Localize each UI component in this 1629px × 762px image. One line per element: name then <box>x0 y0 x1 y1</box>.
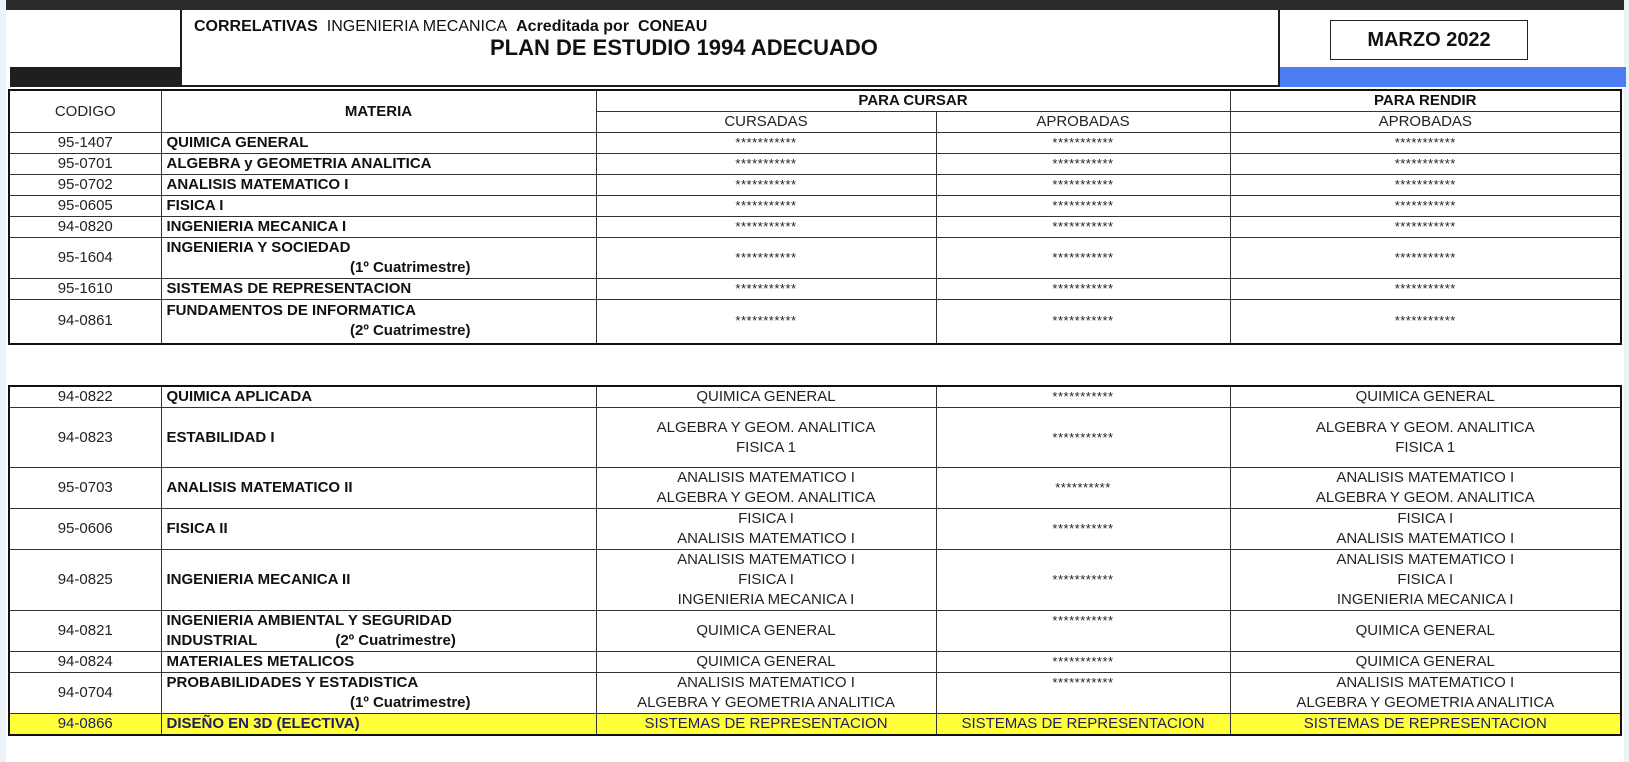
header-black-strip <box>10 67 180 87</box>
prerequisite: ALGEBRA Y GEOM. ANALITICA <box>1315 489 1535 506</box>
rendir-cell: *********** <box>1230 300 1621 344</box>
table-row <box>9 509 1621 550</box>
aprobadas-cell: *********** <box>936 196 1230 217</box>
materia-line2 <box>167 631 591 651</box>
codigo-cell: 95-1407 <box>9 133 161 154</box>
materia-cell <box>161 175 596 196</box>
codigo-cell: 94-0824 <box>9 652 161 673</box>
materia-cell <box>161 468 596 509</box>
materia-cell <box>161 714 596 736</box>
aprobadas-cell: *********** <box>936 175 1230 196</box>
cursadas-cell <box>596 408 936 468</box>
rendir-cell <box>1230 550 1621 611</box>
materia-name: QUIMICA GENERAL <box>166 134 309 151</box>
materia-name: QUIMICA APLICADA <box>166 388 313 405</box>
materia-name: INGENIERIA AMBIENTAL Y SEGURIDAD <box>166 612 452 629</box>
cursadas-cell <box>596 714 936 736</box>
codigo-cell: 95-1604 <box>9 238 161 279</box>
rendir-cell: *********** <box>1230 175 1621 196</box>
rendir-cell <box>1230 509 1621 550</box>
cursadas-cell <box>596 673 936 714</box>
table-row <box>9 154 1621 175</box>
cuatrimestre-note: (1º Cuatrimestre) <box>349 259 471 276</box>
coneau-label: CONEAU <box>637 18 708 35</box>
prerequisite: ANALISIS MATEMATICO I <box>1336 469 1515 486</box>
cursadas-cell: *********** <box>596 133 936 154</box>
rendir-cell: *********** <box>1230 238 1621 279</box>
prerequisite: SISTEMAS DE REPRESENTACION <box>644 715 888 732</box>
materia-name: FISICA I <box>166 197 224 214</box>
rendir-cell <box>1230 673 1621 714</box>
aprobadas-cell: *********** <box>936 154 1230 175</box>
prerequisite: ALGEBRA Y GEOM. ANALITICA <box>656 489 876 506</box>
date-box: MARZO 2022 <box>1330 20 1528 60</box>
materia-name: DISEÑO EN 3D (ELECTIVA) <box>166 715 360 732</box>
table-row <box>9 300 1621 344</box>
materia-name: INGENIERIA MECANICA I <box>166 218 347 235</box>
header-para-rendir: PARA RENDIR <box>1230 90 1621 112</box>
prerequisite: ANALISIS MATEMATICO I <box>677 530 855 547</box>
materia-name: ESTABILIDAD I <box>166 428 275 446</box>
rendir-cell <box>1230 714 1621 736</box>
codigo-cell: 94-0822 <box>9 386 161 408</box>
cuatrimestre-note: (2º Cuatrimestre) <box>335 632 456 649</box>
cursadas-cell <box>596 509 936 550</box>
aprobadas-cell: *********** <box>936 386 1230 408</box>
correlativas-label: CORRELATIVAS <box>194 18 318 35</box>
table-row <box>9 217 1621 238</box>
aprobadas-cell: *********** <box>936 550 1230 611</box>
aprobadas-cell: *********** <box>936 300 1230 344</box>
prerequisite: ANALISIS MATEMATICO I <box>1336 674 1515 691</box>
prerequisite: FISICA I <box>738 571 794 588</box>
first-year-table <box>8 89 1622 345</box>
rendir-cell <box>1230 386 1621 408</box>
materia-cell <box>161 279 596 300</box>
header-aprobadas-rendir: APROBADAS <box>1230 112 1621 133</box>
rendir-cell <box>1230 611 1621 652</box>
materia-cell <box>161 509 596 550</box>
codigo-cell: 94-0823 <box>9 408 161 468</box>
prerequisite: ALGEBRA Y GEOM. ANALITICA <box>656 418 876 436</box>
prerequisite: QUIMICA GENERAL <box>1355 653 1495 670</box>
table-row <box>9 550 1621 611</box>
cuatrimestre-note: (2º Cuatrimestre) <box>349 322 471 340</box>
aprobadas-cell: *********** <box>936 509 1230 550</box>
cursadas-cell <box>596 652 936 673</box>
codigo-cell: 95-1610 <box>9 279 161 300</box>
prerequisite: SISTEMAS DE REPRESENTACION <box>1303 715 1547 732</box>
prerequisite: ALGEBRA Y GEOMETRIA ANALITICA <box>637 694 895 711</box>
materia-name: SISTEMAS DE REPRESENTACION <box>166 280 412 297</box>
aprobadas-cell: *********** <box>936 133 1230 154</box>
aprobadas-cell: *********** <box>936 673 1230 714</box>
rendir-cell <box>1230 408 1621 468</box>
cursadas-cell <box>596 550 936 611</box>
prerequisite: FISICA I <box>738 510 794 527</box>
prerequisite: INGENIERIA MECANICA I <box>677 591 855 608</box>
materia-name: ALGEBRA y GEOMETRIA ANALITICA <box>166 155 432 172</box>
materia-name: ANALISIS MATEMATICO II <box>166 479 353 496</box>
codigo-cell: 95-0606 <box>9 509 161 550</box>
table-row <box>9 673 1621 714</box>
rendir-cell: *********** <box>1230 279 1621 300</box>
prerequisite: ANALISIS MATEMATICO I <box>677 469 855 486</box>
cursadas-cell: *********** <box>596 300 936 344</box>
header-blue-strip <box>1280 67 1626 87</box>
accredited-label: Acreditada por <box>516 18 630 35</box>
table-row <box>9 714 1621 736</box>
prerequisite: QUIMICA GENERAL <box>696 622 836 639</box>
prerequisite: ALGEBRA Y GEOM. ANALITICA <box>1315 418 1535 436</box>
materia-cell <box>161 550 596 611</box>
prerequisite: FISICA I <box>1397 571 1454 588</box>
header-materia: MATERIA <box>161 90 596 133</box>
materia-cell <box>161 652 596 673</box>
materia-cell <box>161 196 596 217</box>
prerequisite: FISICA 1 <box>735 438 797 456</box>
cursadas-cell: *********** <box>596 217 936 238</box>
header-aprobadas: APROBADAS <box>936 112 1230 133</box>
rendir-cell: *********** <box>1230 217 1621 238</box>
prerequisite: FISICA 1 <box>1395 438 1456 456</box>
materia-cell <box>161 386 596 408</box>
table-row <box>9 652 1621 673</box>
prerequisite: QUIMICA GENERAL <box>1355 388 1495 405</box>
prerequisite: QUIMICA GENERAL <box>696 388 836 405</box>
codigo-cell: 95-0702 <box>9 175 161 196</box>
materia-name: INGENIERIA Y SOCIEDAD <box>166 239 351 256</box>
prerequisite: ANALISIS MATEMATICO I <box>1336 530 1515 547</box>
table-row <box>9 408 1621 468</box>
aprobadas-cell: *********** <box>936 279 1230 300</box>
career-name: INGENIERIA MECANICA <box>326 18 508 35</box>
rendir-cell: *********** <box>1230 133 1621 154</box>
table-row <box>9 279 1621 300</box>
materia-name-cont: INDUSTRIAL <box>166 632 258 649</box>
rendir-cell: *********** <box>1230 154 1621 175</box>
aprobadas-cell: *********** <box>936 611 1230 652</box>
codigo-cell: 94-0825 <box>9 550 161 611</box>
rendir-cell <box>1230 652 1621 673</box>
prerequisite: FISICA I <box>1397 510 1454 527</box>
header-para-cursar: PARA CURSAR <box>596 90 1230 112</box>
materia-cell <box>161 154 596 175</box>
aprobadas-cell: *********** <box>936 408 1230 468</box>
materia-cell <box>161 300 596 344</box>
prerequisite: ANALISIS MATEMATICO I <box>677 674 855 691</box>
codigo-cell: 94-0704 <box>9 673 161 714</box>
materia-cell <box>161 238 596 279</box>
table-row <box>9 175 1621 196</box>
materia-cell <box>161 133 596 154</box>
codigo-cell: 95-0605 <box>9 196 161 217</box>
materia-name: ANALISIS MATEMATICO I <box>166 176 349 193</box>
aprobadas-cell: *********** <box>936 238 1230 279</box>
header-codigo: CODIGO <box>9 90 161 133</box>
materia-name: INGENIERIA MECANICA II <box>166 571 351 588</box>
aprobadas-cell: ********** <box>936 468 1230 509</box>
prerequisite: QUIMICA GENERAL <box>1355 622 1495 639</box>
prerequisite: ANALISIS MATEMATICO I <box>1336 551 1515 568</box>
codigo-cell: 94-0861 <box>9 300 161 344</box>
materia-cell <box>161 408 596 468</box>
codigo-cell: 94-0866 <box>9 714 161 736</box>
cursadas-cell: *********** <box>596 238 936 279</box>
cursadas-cell: *********** <box>596 279 936 300</box>
codigo-cell: 95-0701 <box>9 154 161 175</box>
title-box <box>180 10 1280 87</box>
table-row <box>9 196 1621 217</box>
aprobadas-cell: SISTEMAS DE REPRESENTACION <box>936 714 1230 736</box>
cursadas-cell: *********** <box>596 196 936 217</box>
top-bar <box>6 0 1624 10</box>
table-row <box>9 238 1621 279</box>
aprobadas-cell: *********** <box>936 652 1230 673</box>
codigo-cell: 94-0821 <box>9 611 161 652</box>
plan-title: PLAN DE ESTUDIO 1994 ADECUADO <box>490 35 878 60</box>
codigo-cell: 95-0703 <box>9 468 161 509</box>
title-line-1 <box>194 18 707 36</box>
prerequisite: ALGEBRA Y GEOMETRIA ANALITICA <box>1296 694 1555 711</box>
second-year-table <box>8 385 1622 736</box>
cursadas-cell: *********** <box>596 154 936 175</box>
materia-cell <box>161 673 596 714</box>
rendir-cell <box>1230 468 1621 509</box>
table-row <box>9 611 1621 652</box>
cursadas-cell: *********** <box>596 175 936 196</box>
aprobadas-cell: *********** <box>936 217 1230 238</box>
codigo-cell: 94-0820 <box>9 217 161 238</box>
table-row <box>9 133 1621 154</box>
header-cursadas: CURSADAS <box>596 112 936 133</box>
prerequisite: INGENIERIA MECANICA I <box>1336 591 1514 608</box>
cursadas-cell <box>596 468 936 509</box>
materia-name: FUNDAMENTOS DE INFORMATICA <box>166 302 416 320</box>
materia-name: FISICA II <box>166 520 228 537</box>
table-row <box>9 468 1621 509</box>
materia-cell <box>161 611 596 652</box>
materia-cell <box>161 217 596 238</box>
cursadas-cell <box>596 611 936 652</box>
prerequisite: QUIMICA GENERAL <box>696 653 836 670</box>
prerequisite: ANALISIS MATEMATICO I <box>677 551 855 568</box>
cursadas-cell <box>596 386 936 408</box>
rendir-cell: *********** <box>1230 196 1621 217</box>
table-row <box>9 386 1621 408</box>
materia-name: PROBABILIDADES Y ESTADISTICA <box>166 674 419 691</box>
cuatrimestre-note: (1º Cuatrimestre) <box>349 694 471 711</box>
materia-name: MATERIALES METALICOS <box>166 653 355 670</box>
